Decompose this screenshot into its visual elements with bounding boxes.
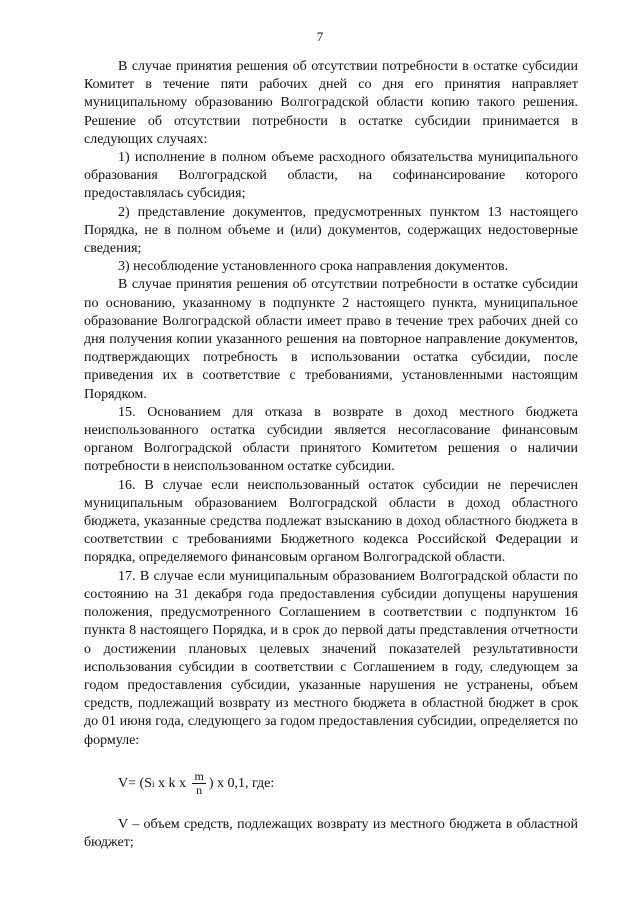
formula-mid: x k x xyxy=(154,775,190,791)
paragraph: 15. Основанием для отказа в возврате в доход местного бюджета неиспользованного остатка субсидии является несогласование финансовым органом Волгоградской области принятого Комитетом решения о наличии потребности в неиспользованном остатке субсидии. xyxy=(84,404,578,475)
paragraph: 1) исполнение в полном объеме расходного обязательства муниципального образования Волгоградской области, на софинансирование которого предоставлялась субсидия; xyxy=(84,150,578,202)
paragraph: 17. В случае если муниципальным образованием Волгоградской области по состоянию на 31 декабря года предоставления субсидии допущены нарушения положения, предусмотренного Соглашением в соответствии с подпунктом 16 пункта 8 настоящего Порядка, и в срок до первой даты представления отчетности о достижении плановых целевых значений показателей результативности использования субсидии в соответствии с Соглашением в году, следующем за годом предоставления субсидии, указанные нарушения не устранены, объем средств, подлежащий возврату из местного бюджета в областной бюджет в срок до 01 июня года, следующего за годом предоставления субсидии, определяется по формуле: xyxy=(84,568,578,748)
paragraph: В случае принятия решения об отсутствии потребности в остатке субсидии Комитет в течение пяти рабочих дней со дня его принятия направляет муниципальному образованию Волгоградской области копию такого решения. Решение об отсутствии потребности в остатке субсидии принимается в следующих случаях: xyxy=(84,59,578,147)
page-number: 7 xyxy=(316,29,324,44)
formula-fraction xyxy=(192,770,205,797)
paragraph: 16. В случае если неиспользованный остаток субсидии не перечислен муниципальным образованием Волгоградской области в доход областного бюджета, указанные средства подлежат взысканию в доход областного бюджета в соответствии с требованиями Бюджетного кодекса Российской Федерации и порядка, определяемого финансовым органом Волгоградской области. xyxy=(84,477,578,566)
paragraph: 3) несоблюдение установленного срока направления документов. xyxy=(118,259,509,275)
paragraph: 2) представление документов, предусмотренных пунктом 13 настоящего Порядка, не в полном объеме и (или) документов, содержащих недостоверные сведения; xyxy=(84,204,578,257)
formula-rhs: ) x 0,1, где: xyxy=(208,775,275,791)
formula-subscript: i xyxy=(151,778,155,789)
formula-numerator: m xyxy=(194,769,204,784)
formula xyxy=(84,764,578,804)
formula-lhs: V= (S xyxy=(118,775,152,791)
document-body xyxy=(84,58,578,852)
paragraph: В случае принятия решения об отсутствии потребности в остатке субсидии по основанию, указанному в подпункте 2 настоящего пункта, муниципальное образование Волгоградской области имеет право в течение трех рабочих дней со дня получения копии указанного решения на повторное направление документов, подтверждающих потребность в использовании остатка субсидии, после приведения их в соответствие с требованиями, установленными настоящим Порядком. xyxy=(84,277,578,402)
definition-paragraph: V – объем средств, подлежащих возврату из местного бюджета в областной бюджет; xyxy=(84,816,578,850)
formula-denominator: n xyxy=(196,783,203,798)
